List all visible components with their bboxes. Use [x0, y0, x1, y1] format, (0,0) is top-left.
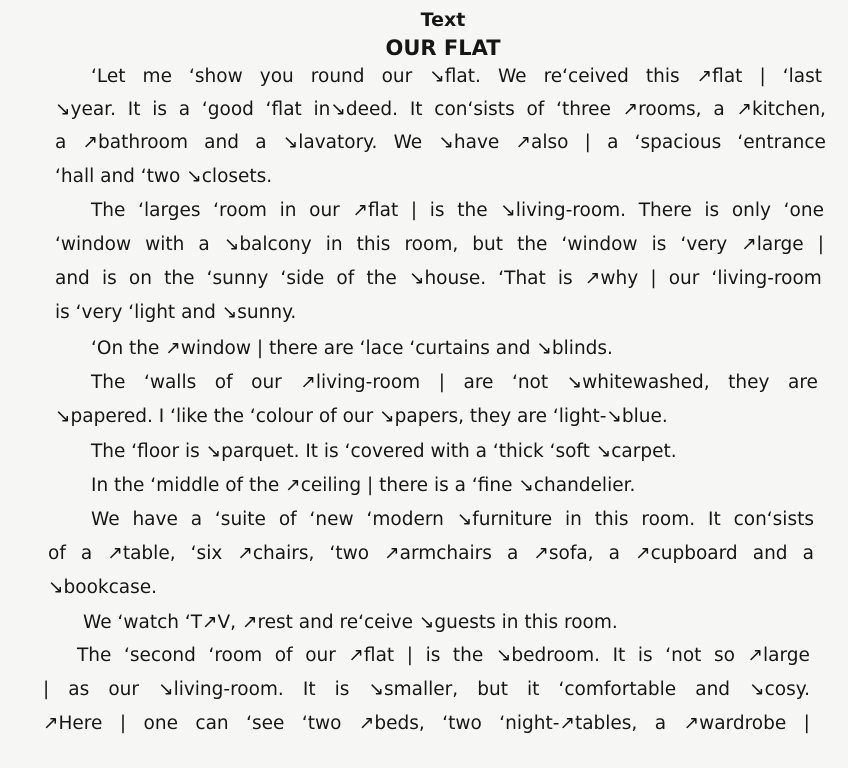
word: ↘year. [55, 99, 116, 120]
word: of [48, 543, 66, 564]
word: ‘one [783, 200, 824, 221]
word: | [584, 132, 591, 153]
word: ↘flat. [429, 66, 481, 87]
word: ‘walls [143, 372, 197, 393]
word: ↗beds, [358, 713, 425, 734]
word: is [152, 99, 167, 120]
word: ↗armchairs [384, 543, 492, 564]
word: our [305, 645, 336, 666]
word: ↗living-room [300, 372, 421, 393]
word: ↘cosy. [749, 679, 810, 700]
word: | [759, 66, 766, 87]
word: you [259, 66, 294, 87]
word: and [55, 268, 90, 289]
word: a [190, 509, 203, 530]
word: ↗kitchen, [736, 99, 826, 120]
word: ‘three [556, 99, 611, 120]
text-line [91, 509, 814, 531]
word: | [438, 372, 445, 393]
word: so [713, 645, 735, 666]
word: is [651, 234, 667, 255]
word: in [325, 234, 343, 255]
word: ↗rooms, [622, 99, 702, 120]
word: is [557, 268, 573, 289]
word: It [708, 509, 721, 530]
word: our [251, 372, 282, 393]
word: a [713, 99, 725, 120]
text-line: ↘papered. I ‘like the ‘colour of our ↘papers, they are ‘light-↘blue. [55, 406, 668, 427]
word: ↘lavatory. [282, 132, 378, 153]
text-line [91, 66, 822, 88]
text-line [91, 200, 824, 222]
word: this [645, 66, 680, 87]
text-line: ‘On the ↗window | there are ‘lace ‘curtains and ↘blinds. [91, 338, 613, 359]
word: It [409, 99, 423, 120]
word: ‘That [498, 268, 546, 289]
word: ↘balcony [223, 234, 312, 255]
word: con‘sists [434, 99, 515, 120]
word: ‘modern [366, 509, 444, 530]
word: There [638, 200, 692, 221]
word: ‘entrance [737, 132, 826, 153]
word: a [55, 132, 67, 153]
word: | [410, 200, 418, 221]
text-line: ‘hall and ‘two ↘closets. [55, 166, 273, 187]
word: of [278, 509, 297, 530]
word: We [497, 66, 527, 87]
word: ↘furniture [456, 509, 553, 530]
word: the [457, 200, 488, 221]
text-line [55, 132, 826, 154]
word: ‘window [561, 234, 638, 255]
word: ↘have [438, 132, 500, 153]
word: on [128, 268, 152, 289]
word: our [108, 679, 139, 700]
word: ‘not [665, 645, 702, 666]
word: ↗table, [107, 543, 176, 564]
text-line [43, 679, 810, 701]
word: ‘night-↗tables, [499, 713, 638, 734]
word: ‘larges [138, 200, 201, 221]
text-line [91, 372, 818, 394]
text-line [55, 234, 824, 256]
word: ‘window [55, 234, 132, 255]
word: ‘suite [214, 509, 266, 530]
section-label: Text [420, 9, 466, 31]
text-line [43, 713, 810, 735]
word: can [195, 713, 229, 734]
word: ↘whitewashed, [566, 372, 710, 393]
word: our [309, 200, 340, 221]
word: one [143, 713, 178, 734]
word: the [366, 268, 397, 289]
word: in [565, 509, 582, 530]
word: is [429, 200, 445, 221]
text-line: ↘bookcase. [48, 577, 158, 598]
word: | [119, 713, 127, 734]
word: as [68, 679, 90, 700]
word: | [803, 713, 810, 734]
word: ↗cupboard [635, 543, 738, 564]
word: ↘living-room. [500, 200, 627, 221]
word: | [650, 268, 657, 289]
word: ↘bedroom. [495, 645, 600, 666]
word: ‘six [190, 543, 223, 564]
word: ↗chairs, [237, 543, 315, 564]
word: ‘side [280, 268, 325, 289]
word: ‘new [309, 509, 354, 530]
text-line [77, 645, 810, 667]
word: The [91, 372, 126, 393]
word: The [77, 645, 112, 666]
word: a [255, 132, 267, 153]
word: ‘second [124, 645, 196, 666]
word: a [506, 543, 519, 564]
word: ↗wardrobe [683, 713, 787, 734]
word: the [452, 645, 484, 666]
word: is [704, 200, 720, 221]
word: and [752, 543, 788, 564]
word: of [526, 99, 545, 120]
word: ‘comfortable [558, 679, 677, 700]
word: of [214, 372, 233, 393]
word: ‘show [189, 66, 243, 87]
word: only [731, 200, 771, 221]
word: a [607, 132, 619, 153]
word: but [472, 234, 504, 255]
word: ‘see [246, 713, 285, 734]
text-line: In the ‘middle of the ↗ceiling | there is a ‘fine ↘chandelier. [91, 475, 636, 496]
word: ‘last [782, 66, 822, 87]
word: | [43, 679, 50, 700]
text-line [55, 268, 822, 290]
word: a [608, 543, 620, 564]
word: the [517, 234, 548, 255]
word: is [334, 679, 350, 700]
word: ‘two [301, 713, 342, 734]
word: a [198, 234, 210, 255]
page-title: OUR FLAT [385, 36, 501, 60]
word: but [477, 679, 508, 700]
text-line: The ‘floor is ↘parquet. It is ‘covered with a ‘thick ‘soft ↘carpet. [91, 441, 677, 462]
word: with [145, 234, 185, 255]
word: is [101, 268, 117, 289]
word: con‘sists [733, 509, 814, 530]
word: ↗large [741, 234, 804, 255]
word: ↗flat [348, 645, 395, 666]
word: We [393, 132, 423, 153]
word: our [381, 66, 413, 87]
word: The [91, 200, 126, 221]
word: and [695, 679, 731, 700]
word: We [91, 509, 120, 530]
word: It [127, 99, 141, 120]
word: the [164, 268, 195, 289]
word: ‘flat [265, 99, 302, 120]
word: ↗bathroom [82, 132, 188, 153]
word: of [336, 268, 355, 289]
word: have [132, 509, 178, 530]
word: room. [641, 509, 696, 530]
word: ↗Here [43, 713, 103, 734]
word: ↘house. [408, 268, 487, 289]
word: ↗why [584, 268, 639, 289]
word: round [310, 66, 365, 87]
word: ‘very [680, 234, 728, 255]
word: ‘Let [91, 66, 126, 87]
word: It [612, 645, 626, 666]
text-line: is ‘very ‘light and ↘sunny. [55, 302, 297, 323]
word: ↗also [515, 132, 569, 153]
word: of [274, 645, 293, 666]
word: re‘ceived [543, 66, 629, 87]
text-line [55, 99, 826, 121]
word: a [802, 543, 814, 564]
word: ↗large [747, 645, 810, 666]
word: | [406, 645, 413, 666]
word: and [204, 132, 239, 153]
word: me [142, 66, 172, 87]
word: ‘good [201, 99, 254, 120]
word: it [527, 679, 540, 700]
word: | [817, 234, 824, 255]
word: are [463, 372, 494, 393]
word: a [654, 713, 667, 734]
word: this [594, 509, 629, 530]
word: ‘sunny [206, 268, 269, 289]
word: ↗flat [696, 66, 743, 87]
word: ‘spacious [634, 132, 722, 153]
word: ‘two [329, 543, 370, 564]
text-line: We ‘watch ‘T↗V, ↗rest and re‘ceive ↘guests in this room. [83, 612, 618, 633]
word: in↘deed. [313, 99, 399, 120]
word: is [425, 645, 441, 666]
word: are [788, 372, 818, 393]
word: our [668, 268, 700, 289]
word: ‘room [208, 645, 263, 666]
word: this [356, 234, 391, 255]
word: is [637, 645, 653, 666]
word: ‘not [511, 372, 549, 393]
word: room, [404, 234, 459, 255]
word: they [728, 372, 770, 393]
word: ↗sofa, [533, 543, 594, 564]
word: a [80, 543, 93, 564]
text-line [48, 543, 814, 565]
word: ↘smaller, [368, 679, 459, 700]
word: in [279, 200, 297, 221]
word: ↗flat [352, 200, 399, 221]
word: ↘living-room. [158, 679, 284, 700]
word: ‘two [442, 713, 482, 734]
word: ‘living-room [711, 268, 822, 289]
word: It [302, 679, 316, 700]
word: ‘room [213, 200, 267, 221]
word: a [178, 99, 191, 120]
